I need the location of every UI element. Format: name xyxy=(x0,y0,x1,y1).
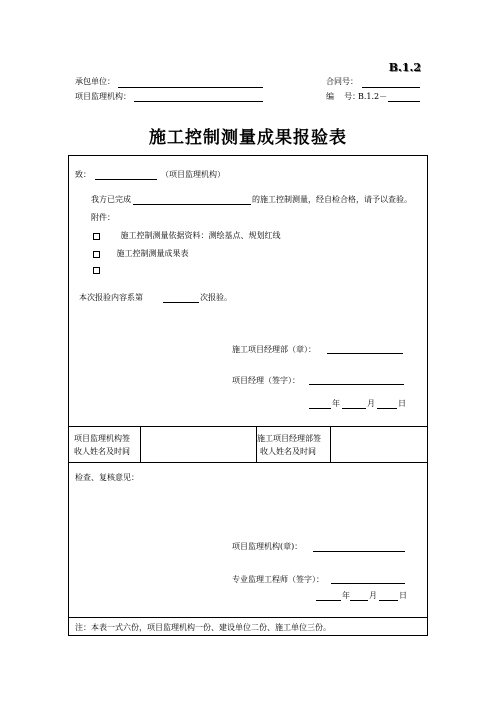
month-label: 月 xyxy=(367,399,375,408)
statement-field[interactable] xyxy=(133,204,251,205)
submission-count-field[interactable] xyxy=(163,302,199,303)
supervisor-org-seal-field[interactable] xyxy=(313,551,405,552)
to-field[interactable] xyxy=(95,179,157,180)
to-suffix: （项目监理机构） xyxy=(161,170,225,179)
checkbox[interactable] xyxy=(93,251,100,258)
review-label: 检查、复核意见： xyxy=(75,473,139,482)
year-label: 年 xyxy=(332,399,340,408)
dept-seal-field[interactable] xyxy=(327,353,403,354)
attachment-2-label: 施工控制测量成果表 xyxy=(116,249,189,258)
attachment-3 xyxy=(93,265,100,274)
contract-no-field[interactable] xyxy=(362,87,420,88)
day-label: 日 xyxy=(399,591,407,600)
contractor-label: 承包单位： xyxy=(75,77,115,86)
checkbox[interactable] xyxy=(93,233,100,240)
month-field[interactable] xyxy=(350,600,368,601)
manager-label: 项目经理（签字）： xyxy=(232,376,300,385)
month-label: 月 xyxy=(369,591,377,600)
attachments-label: 附件： xyxy=(91,213,115,222)
serial-no-field[interactable] xyxy=(388,101,420,102)
day-field[interactable] xyxy=(377,408,397,409)
engineer-label: 专业监理工程师（签字）： xyxy=(232,575,324,584)
attachment-1 xyxy=(93,230,281,241)
separator xyxy=(69,462,427,463)
day-field[interactable] xyxy=(379,600,398,601)
dept-label: 施工项目经理部（章）： xyxy=(232,345,316,354)
separator xyxy=(69,426,427,427)
contract-no-label: 合同号： xyxy=(326,77,358,86)
serial-no-prefix: B.1.2－ xyxy=(358,92,388,101)
year-field[interactable] xyxy=(316,600,341,601)
supervisor-org-label: 项目监理机构： xyxy=(75,92,131,101)
contractor-field[interactable] xyxy=(118,87,263,88)
attachment-2 xyxy=(93,248,189,259)
contractor-receiver-label xyxy=(257,432,321,458)
statement-prefix: 我方已完成 xyxy=(91,195,131,204)
separator xyxy=(140,426,141,462)
label-line: 项目监理机构签 xyxy=(74,434,130,443)
supervisor-org-seal-label: 项目监理机构(章)： xyxy=(232,542,303,551)
separator xyxy=(330,426,331,462)
checkbox[interactable] xyxy=(93,267,100,274)
supervisor-receiver-label xyxy=(74,432,130,458)
to-label: 致： xyxy=(75,170,91,179)
day-label: 日 xyxy=(398,399,406,408)
statement-suffix: 的施工控制测量，经自检合格，请予以查验。 xyxy=(252,195,412,204)
page-title: 施工控制测量成果报验表 xyxy=(149,128,347,148)
separator xyxy=(69,617,427,618)
engineer-signature-field[interactable] xyxy=(331,583,405,584)
attachment-1-label: 施工控制测量依据资料：测绘基点、规划红线 xyxy=(120,231,281,240)
year-label: 年 xyxy=(342,591,350,600)
submission-suffix: 次报验。 xyxy=(200,293,232,302)
submission-prefix: 本次报验内容系第 xyxy=(79,293,143,302)
label-line: 施工项目经理部签 xyxy=(257,434,321,443)
label-line: 收人姓名及时间 xyxy=(260,447,316,456)
manager-signature-field[interactable] xyxy=(309,384,404,385)
month-field[interactable] xyxy=(342,408,366,409)
serial-no-label: 编 号： xyxy=(326,92,361,101)
label-line: 收人姓名及时间 xyxy=(74,447,130,456)
year-field[interactable] xyxy=(309,408,331,409)
supervisor-org-field[interactable] xyxy=(134,101,263,102)
footer-note: 注：本表一式六份，项目监理机构一份、建设单位二份、施工单位三份。 xyxy=(75,623,331,632)
form-code: B.1.2 xyxy=(388,61,421,74)
form-table xyxy=(68,155,428,636)
